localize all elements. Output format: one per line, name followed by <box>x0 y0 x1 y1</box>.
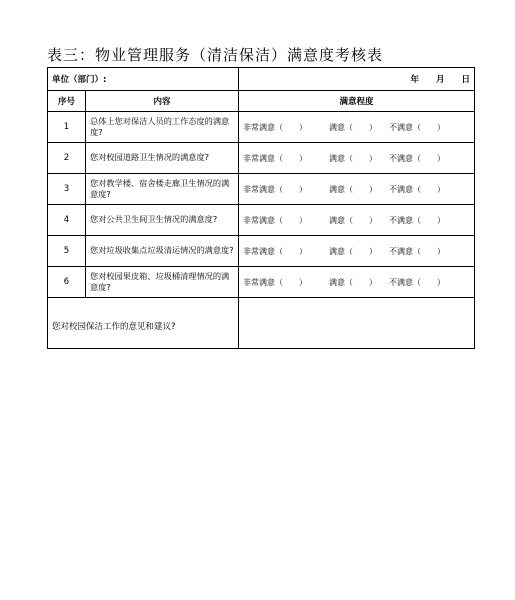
option-unsatisfied[interactable]: 不满意（ ） <box>389 122 445 132</box>
col-satisfaction: 满意程度 <box>239 91 475 112</box>
option-very-satisfied[interactable]: 非常满意（ ） <box>243 184 307 194</box>
item-question: 您对校园道路卫生情况的满意度? <box>86 143 239 174</box>
item-number: 4 <box>48 205 86 236</box>
option-satisfied[interactable]: 满意（ ） <box>329 122 377 132</box>
option-unsatisfied[interactable]: 不满意（ ） <box>389 246 445 256</box>
item-question: 您对校园果皮箱、垃圾桶清理情况的满意度? <box>86 267 239 298</box>
table-row <box>48 267 475 298</box>
satisfaction-options <box>239 205 475 236</box>
option-very-satisfied[interactable]: 非常满意（ ） <box>243 215 307 225</box>
item-rows <box>48 112 475 298</box>
item-number: 5 <box>48 236 86 267</box>
table-row <box>48 174 475 205</box>
item-number: 2 <box>48 143 86 174</box>
column-header-row <box>48 91 475 112</box>
form-title: 表三：物业管理服务（清洁保洁）满意度考核表 <box>47 46 384 64</box>
item-question: 您对垃圾收集点垃圾清运情况的满意度? <box>86 236 239 267</box>
table-row <box>48 236 475 267</box>
option-satisfied[interactable]: 满意（ ） <box>329 153 377 163</box>
satisfaction-table <box>47 67 475 349</box>
item-question: 您对教学楼、宿舍楼走廊卫生情况的满意度? <box>86 174 239 205</box>
satisfaction-options <box>239 236 475 267</box>
col-number: 序号 <box>48 91 86 112</box>
suggestion-row <box>48 298 475 349</box>
satisfaction-options <box>239 143 475 174</box>
unit-label: 单位（部门）: <box>48 68 239 91</box>
option-unsatisfied[interactable]: 不满意（ ） <box>389 184 445 194</box>
satisfaction-options <box>239 267 475 298</box>
header-row <box>48 68 475 91</box>
suggestion-answer-cell[interactable] <box>239 298 475 349</box>
item-question: 总体上您对保洁人员的工作态度的满意度? <box>86 112 239 143</box>
option-unsatisfied[interactable]: 不满意（ ） <box>389 277 445 287</box>
table-row <box>48 205 475 236</box>
col-content: 内容 <box>86 91 239 112</box>
option-unsatisfied[interactable]: 不满意（ ） <box>389 153 445 163</box>
option-satisfied[interactable]: 满意（ ） <box>329 215 377 225</box>
option-satisfied[interactable]: 满意（ ） <box>329 184 377 194</box>
option-very-satisfied[interactable]: 非常满意（ ） <box>243 246 307 256</box>
option-satisfied[interactable]: 满意（ ） <box>329 246 377 256</box>
option-very-satisfied[interactable]: 非常满意（ ） <box>243 153 307 163</box>
item-number: 6 <box>48 267 86 298</box>
option-very-satisfied[interactable]: 非常满意（ ） <box>243 122 307 132</box>
date-field <box>239 68 475 91</box>
item-number: 3 <box>48 174 86 205</box>
year-label: 年 <box>410 75 420 85</box>
item-question: 您对公共卫生间卫生情况的满意度? <box>86 205 239 236</box>
table-row <box>48 112 475 143</box>
table-row <box>48 143 475 174</box>
satisfaction-options <box>239 112 475 143</box>
item-number: 1 <box>48 112 86 143</box>
option-satisfied[interactable]: 满意（ ） <box>329 277 377 287</box>
suggestion-prompt: 您对校园保洁工作的意见和建议? <box>48 298 239 349</box>
month-label: 月 <box>436 75 445 85</box>
day-label: 日 <box>461 75 470 85</box>
satisfaction-options <box>239 174 475 205</box>
option-very-satisfied[interactable]: 非常满意（ ） <box>243 277 307 287</box>
option-unsatisfied[interactable]: 不满意（ ） <box>389 215 445 225</box>
